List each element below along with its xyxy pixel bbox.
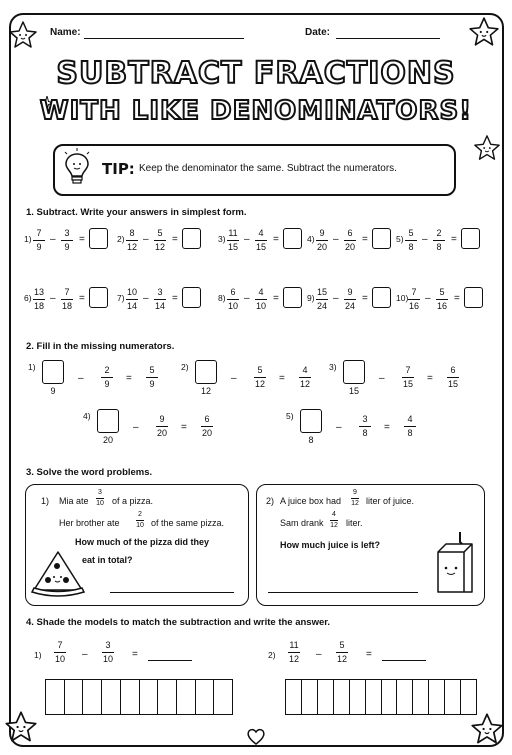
s1-problem-7-fraction-b-denominator: 14 <box>154 301 165 311</box>
s1-problem-3-fraction-b-bar <box>255 240 267 241</box>
s4-m1-fraction-a-numerator: 7 <box>57 640 63 650</box>
s1-problem-9-label: 9) <box>307 293 315 303</box>
s1-problem-1-fraction-b-denominator: 9 <box>64 242 70 252</box>
pizza-icon <box>30 548 86 600</box>
wp2-answer-line[interactable] <box>268 592 418 593</box>
model-part[interactable] <box>445 680 461 714</box>
model-part[interactable] <box>397 680 413 714</box>
s1-problem-5-fraction-a-denominator: 8 <box>408 242 414 252</box>
s1-problem-7-fraction-a-denominator: 14 <box>126 301 137 311</box>
wp1-question-2: eat in total? <box>82 555 133 565</box>
s1-problem-8-fraction-b-numerator: 4 <box>258 287 264 297</box>
s2-problem-4-fraction-r <box>201 414 213 439</box>
s1-problem-1-equals: = <box>79 234 85 245</box>
s4-m2-fraction-b <box>336 640 348 665</box>
title-line-2: WITH LIKE DENOMINATORS! <box>39 96 473 126</box>
s1-problem-2-equals: = <box>172 234 178 245</box>
s2-problem-4-equals: = <box>181 422 187 433</box>
wp2-text-3: Sam drank <box>280 518 324 528</box>
s1-problem-8-equals: = <box>273 293 279 304</box>
s1-problem-10-fraction-a-numerator: 7 <box>411 287 417 297</box>
s4-m1-fraction-model[interactable] <box>45 679 233 715</box>
model-part[interactable] <box>102 680 121 714</box>
s1-problem-2-fraction-a-bar <box>126 240 138 241</box>
wp1-text-2: of a pizza. <box>112 496 154 506</box>
s1-problem-7-fraction-a-bar <box>126 299 138 300</box>
model-part[interactable] <box>46 680 65 714</box>
s1-problem-2-answer-box[interactable] <box>182 228 201 249</box>
s4-m2-fraction-a-numerator: 11 <box>289 640 299 650</box>
name-label: Name: <box>50 27 81 38</box>
s2-problem-4-numerator-box[interactable] <box>97 409 119 433</box>
date-field[interactable] <box>336 38 440 39</box>
s2-problem-1-r-num: 5 <box>149 365 155 375</box>
s1-problem-9-fraction-a <box>316 287 328 312</box>
s1-problem-7-fraction-b-numerator: 3 <box>157 287 163 297</box>
s1-problem-7-fraction-a-numerator: 10 <box>126 287 137 297</box>
wp1-text-1: Mia ate <box>59 496 89 506</box>
model-part[interactable] <box>334 680 350 714</box>
s4-m1-fraction-b-numerator: 3 <box>105 640 111 650</box>
s2-problem-1-label: 1) <box>28 362 36 372</box>
star-icon <box>470 712 504 746</box>
s2-problem-2-r-bar <box>299 377 311 378</box>
s1-problem-4-label: 4) <box>307 234 315 244</box>
s2-problem-2-minus: – <box>231 373 237 384</box>
s2-problem-2-denominator: 12 <box>200 386 211 396</box>
wp1-text-4: of the same pizza. <box>151 518 225 528</box>
s1-problem-10-label: 10) <box>396 293 409 303</box>
s1-problem-9-fraction-b-denominator: 24 <box>344 301 355 311</box>
wp1-question-1: How much of the pizza did they <box>75 537 210 547</box>
s1-problem-10-fraction-b-denominator: 16 <box>436 301 447 311</box>
s1-problem-4-fraction-a-bar <box>316 240 328 241</box>
s2-problem-5-equals: = <box>384 422 390 433</box>
s1-problem-8-fraction-b <box>255 287 267 312</box>
s1-problem-5-fraction-b-bar <box>433 240 445 241</box>
s1-problem-1-fraction-a-numerator: 7 <box>36 228 42 238</box>
s2-problem-1-r-bar <box>146 377 158 378</box>
s1-problem-1-fraction-b <box>61 228 73 253</box>
s1-problem-5-fraction-b-numerator: 2 <box>436 228 442 238</box>
s2-problem-3-b-den: 15 <box>402 379 413 389</box>
s1-problem-8-answer-box[interactable] <box>283 287 302 308</box>
s2-problem-2-equals: = <box>279 373 285 384</box>
s2-problem-1-b-num: 2 <box>104 365 110 375</box>
s1-problem-10-fraction-a-denominator: 16 <box>408 301 419 311</box>
model-part[interactable] <box>65 680 84 714</box>
s1-problem-4-fraction-a <box>316 228 328 253</box>
s2-problem-5-r-bar <box>404 426 416 427</box>
s1-problem-9-fraction-a-bar <box>316 299 328 300</box>
s1-problem-4-fraction-a-denominator: 20 <box>316 242 327 252</box>
s2-problem-3-equals: = <box>427 373 433 384</box>
s4-m1-fraction-a <box>54 640 66 665</box>
name-field[interactable] <box>84 38 244 39</box>
s1-problem-10-fraction-a <box>408 287 420 312</box>
s1-problem-6-fraction-a <box>33 287 45 312</box>
s1-problem-6-fraction-b <box>61 287 73 312</box>
s1-problem-8-fraction-b-bar <box>255 299 267 300</box>
model-part[interactable] <box>429 680 445 714</box>
lightbulb-icon <box>62 148 92 188</box>
date-label: Date: <box>305 27 331 38</box>
s4-m2-minus: – <box>316 649 322 660</box>
s1-problem-7-minus: – <box>143 293 149 304</box>
s2-problem-4-b-bar <box>156 426 168 427</box>
s2-problem-3-numerator-box[interactable] <box>343 360 365 384</box>
s1-problem-8-fraction-a-bar <box>227 299 239 300</box>
s2-problem-5-denominator: 8 <box>308 435 314 445</box>
s1-problem-3-answer-box[interactable] <box>283 228 302 249</box>
s1-problem-7-label: 7) <box>117 293 125 303</box>
s1-problem-6-label: 6) <box>24 293 32 303</box>
wp1-fraction-1: 3 10 <box>96 489 104 507</box>
s1-problem-3-fraction-b <box>255 228 267 253</box>
s1-problem-4-fraction-b-numerator: 6 <box>347 228 353 238</box>
wp1-text-3: Her brother ate <box>59 518 120 528</box>
s1-problem-1-fraction-b-bar <box>61 240 73 241</box>
s2-problem-2-b-bar <box>254 377 266 378</box>
s4-m1-fraction-a-denominator: 10 <box>54 654 65 664</box>
s2-problem-1-denominator: 9 <box>50 386 56 396</box>
s2-problem-3-r-bar <box>447 377 459 378</box>
s1-problem-9-fraction-a-denominator: 24 <box>316 301 327 311</box>
s2-problem-1-numerator-box[interactable] <box>42 360 64 384</box>
s1-problem-5-answer-box[interactable] <box>461 228 480 249</box>
s1-problem-6-fraction-b-bar <box>61 299 73 300</box>
wp2-text-2: liter of juice. <box>366 496 415 506</box>
s1-problem-5-fraction-a <box>405 228 417 253</box>
s2-problem-2-label: 2) <box>181 362 189 372</box>
s1-problem-5-fraction-a-numerator: 5 <box>408 228 414 238</box>
s1-problem-5-fraction-a-bar <box>405 240 417 241</box>
s2-problem-1-r-den: 9 <box>149 379 155 389</box>
tip-label: TIP: <box>102 160 135 178</box>
s2-problem-4-b-den: 20 <box>156 428 167 438</box>
s2-problem-5-r-num: 4 <box>407 414 413 424</box>
s1-problem-4-minus: – <box>333 234 339 245</box>
s2-problem-4-minus: – <box>133 422 139 433</box>
s1-problem-2-fraction-b-denominator: 12 <box>154 242 165 252</box>
s1-problem-1-minus: – <box>50 234 56 245</box>
s2-problem-2-r-den: 12 <box>299 379 310 389</box>
s2-problem-5-minus: – <box>336 422 342 433</box>
section-4-heading: 4. Shade the models to match the subtraction and write the answer. <box>26 617 331 628</box>
s1-problem-6-equals: = <box>79 293 85 304</box>
s1-problem-5-fraction-b <box>433 228 445 253</box>
s1-problem-9-minus: – <box>333 293 339 304</box>
model-part[interactable] <box>461 680 476 714</box>
s1-problem-6-fraction-a-numerator: 13 <box>33 287 44 297</box>
s2-problem-1-b-bar <box>101 377 113 378</box>
s2-problem-5-numerator-box[interactable] <box>300 409 322 433</box>
s1-problem-8-fraction-a-numerator: 6 <box>230 287 236 297</box>
s2-problem-4-r-den: 20 <box>201 428 212 438</box>
s1-problem-8-fraction-b-denominator: 10 <box>255 301 266 311</box>
s1-problem-4-answer-box[interactable] <box>372 228 391 249</box>
s2-problem-2-fraction-r <box>299 365 311 390</box>
s4-m1-answer-line[interactable] <box>148 660 192 661</box>
s4-m2-fraction-a <box>288 640 300 665</box>
s1-problem-9-fraction-a-numerator: 15 <box>316 287 327 297</box>
s4-m1-fraction-a-bar <box>54 652 66 653</box>
star-icon <box>468 16 500 48</box>
s1-problem-5-equals: = <box>451 234 457 245</box>
s4-m1-minus: – <box>82 649 88 660</box>
model-part[interactable] <box>318 680 334 714</box>
s1-problem-9-fraction-b-numerator: 9 <box>347 287 353 297</box>
s1-problem-3-fraction-a-denominator: 15 <box>227 242 238 252</box>
s2-problem-4-r-bar <box>201 426 213 427</box>
s2-problem-2-r-num: 4 <box>302 365 308 375</box>
s1-problem-6-minus: – <box>50 293 56 304</box>
s4-m2-fraction-b-bar <box>336 652 348 653</box>
s4-m1-label: 1) <box>34 650 42 660</box>
s2-problem-5-b-bar <box>359 426 371 427</box>
s1-problem-2-fraction-a <box>126 228 138 253</box>
s4-m1-equals: = <box>132 649 138 660</box>
s2-problem-4-r-num: 6 <box>204 414 210 424</box>
s1-problem-7-answer-box[interactable] <box>182 287 201 308</box>
s1-problem-8-label: 8) <box>218 293 226 303</box>
s1-problem-3-label: 3) <box>218 234 226 244</box>
section-3-heading: 3. Solve the word problems. <box>26 467 153 478</box>
s1-problem-4-fraction-b-bar <box>344 240 356 241</box>
s1-problem-1-fraction-a-bar <box>33 240 45 241</box>
star-icon <box>4 710 38 744</box>
wp2-question: How much juice is left? <box>280 540 381 550</box>
s1-problem-3-minus: – <box>244 234 250 245</box>
heart-icon <box>246 728 266 746</box>
s1-problem-7-equals: = <box>172 293 178 304</box>
s1-problem-1-label: 1) <box>24 234 32 244</box>
wp2-text-4: liter. <box>346 518 363 528</box>
tip-text: Keep the denominator the same. Subtract the numerators. <box>139 163 397 174</box>
model-part[interactable] <box>382 680 398 714</box>
s2-problem-4-label: 4) <box>83 411 91 421</box>
wp2-text-1: A juice box had <box>280 496 342 506</box>
s1-problem-1-fraction-a <box>33 228 45 253</box>
s1-problem-8-fraction-a-denominator: 10 <box>227 301 238 311</box>
s4-m2-fraction-b-numerator: 5 <box>339 640 345 650</box>
s1-problem-2-fraction-a-numerator: 8 <box>129 228 135 238</box>
s2-problem-4-denominator: 20 <box>102 435 113 445</box>
s1-problem-3-fraction-b-numerator: 4 <box>258 228 264 238</box>
s2-problem-2-fraction-b <box>254 365 266 390</box>
wp2-fraction-1: 9 12 <box>351 489 359 507</box>
s1-problem-3-fraction-a-numerator: 11 <box>228 228 238 238</box>
s2-problem-5-r-den: 8 <box>407 428 413 438</box>
s1-problem-10-fraction-b <box>436 287 448 312</box>
s2-problem-5-b-den: 8 <box>362 428 368 438</box>
s4-m1-fraction-b-bar <box>102 652 114 653</box>
s1-problem-4-fraction-b <box>344 228 356 253</box>
s4-m1-fraction-b-denominator: 10 <box>102 654 113 664</box>
s2-problem-3-b-bar <box>402 377 414 378</box>
s1-problem-2-label: 2) <box>117 234 125 244</box>
s2-problem-4-fraction-b <box>156 414 168 439</box>
s2-problem-1-equals: = <box>126 373 132 384</box>
s4-m2-fraction-a-denominator: 12 <box>288 654 299 664</box>
s1-problem-6-answer-box[interactable] <box>89 287 108 308</box>
s2-problem-3-r-den: 15 <box>447 379 458 389</box>
s4-m1-fraction-b <box>102 640 114 665</box>
s1-problem-5-label: 5) <box>396 234 404 244</box>
juice-box-icon <box>432 530 476 596</box>
s2-problem-1-b-den: 9 <box>104 379 110 389</box>
model-part[interactable] <box>366 680 382 714</box>
s2-problem-2-b-den: 12 <box>254 379 265 389</box>
s1-problem-2-fraction-b-bar <box>154 240 166 241</box>
s1-problem-2-minus: – <box>143 234 149 245</box>
s4-m2-fraction-model[interactable] <box>285 679 477 715</box>
s1-problem-2-fraction-b <box>154 228 166 253</box>
s2-problem-5-fraction-r <box>404 414 416 439</box>
model-part[interactable] <box>302 680 318 714</box>
s2-problem-2-b-num: 5 <box>257 365 263 375</box>
s1-problem-7-fraction-b-bar <box>154 299 166 300</box>
s1-problem-4-fraction-a-numerator: 9 <box>319 228 325 238</box>
wp1-fraction-2: 2 10 <box>136 511 144 529</box>
s2-problem-3-b-num: 7 <box>405 365 411 375</box>
model-part[interactable] <box>286 680 302 714</box>
s1-problem-9-equals: = <box>362 293 368 304</box>
s1-problem-2-fraction-a-denominator: 12 <box>126 242 137 252</box>
wp1-number: 1) <box>41 496 50 506</box>
s1-problem-10-fraction-b-numerator: 5 <box>439 287 445 297</box>
wp2-fraction-2: 4 12 <box>330 511 338 529</box>
s1-problem-1-fraction-b-numerator: 3 <box>64 228 70 238</box>
s1-problem-8-fraction-a <box>227 287 239 312</box>
s1-problem-9-fraction-b-bar <box>344 299 356 300</box>
s1-problem-4-fraction-b-denominator: 20 <box>344 242 355 252</box>
s1-problem-1-answer-box[interactable] <box>89 228 108 249</box>
s2-problem-5-label: 5) <box>286 411 294 421</box>
s4-m2-fraction-a-bar <box>288 652 300 653</box>
s4-m2-answer-line[interactable] <box>382 660 426 661</box>
s1-problem-6-fraction-a-denominator: 18 <box>33 301 44 311</box>
s1-problem-10-fraction-b-bar <box>436 299 448 300</box>
model-part[interactable] <box>350 680 366 714</box>
s1-problem-7-fraction-a <box>126 287 138 312</box>
s1-problem-5-minus: – <box>422 234 428 245</box>
s1-problem-3-equals: = <box>273 234 279 245</box>
model-part[interactable] <box>177 680 196 714</box>
s2-problem-3-denominator: 15 <box>348 386 359 396</box>
s1-problem-3-fraction-a-bar <box>227 240 239 241</box>
model-part[interactable] <box>140 680 159 714</box>
s1-problem-7-fraction-b <box>154 287 166 312</box>
model-part[interactable] <box>158 680 177 714</box>
s2-problem-3-label: 3) <box>329 362 337 372</box>
s1-problem-1-fraction-a-denominator: 9 <box>36 242 42 252</box>
s1-problem-5-fraction-b-denominator: 8 <box>436 242 442 252</box>
s2-problem-3-fraction-r <box>447 365 459 390</box>
s2-problem-1-minus: – <box>78 373 84 384</box>
s2-problem-1-fraction-b <box>101 365 113 390</box>
s1-problem-10-answer-box[interactable] <box>464 287 483 308</box>
s1-problem-9-answer-box[interactable] <box>372 287 391 308</box>
model-part[interactable] <box>413 680 429 714</box>
section-2-heading: 2. Fill in the missing numerators. <box>26 341 175 352</box>
wp2-number: 2) <box>266 496 275 506</box>
s1-problem-9-fraction-b <box>344 287 356 312</box>
s4-m2-label: 2) <box>268 650 276 660</box>
s2-problem-5-b-num: 3 <box>362 414 368 424</box>
wp1-answer-line[interactable] <box>110 592 234 593</box>
star-icon <box>473 134 501 162</box>
s1-problem-4-equals: = <box>362 234 368 245</box>
s1-problem-2-fraction-b-numerator: 5 <box>157 228 163 238</box>
s2-problem-5-fraction-b <box>359 414 371 439</box>
title-line-1: SUBTRACT FRACTIONS <box>56 56 456 91</box>
model-part[interactable] <box>83 680 102 714</box>
s2-problem-3-r-num: 6 <box>450 365 456 375</box>
s1-problem-6-fraction-a-bar <box>33 299 45 300</box>
s1-problem-8-minus: – <box>244 293 250 304</box>
s4-m2-equals: = <box>366 649 372 660</box>
model-part[interactable] <box>196 680 215 714</box>
s1-problem-6-fraction-b-numerator: 7 <box>64 287 70 297</box>
s1-problem-3-fraction-a <box>227 228 239 253</box>
s2-problem-2-numerator-box[interactable] <box>195 360 217 384</box>
s1-problem-6-fraction-b-denominator: 18 <box>61 301 72 311</box>
s2-problem-4-b-num: 9 <box>159 414 165 424</box>
s1-problem-10-minus: – <box>425 293 431 304</box>
s2-problem-3-minus: – <box>379 373 385 384</box>
s4-m2-fraction-b-denominator: 12 <box>336 654 347 664</box>
model-part[interactable] <box>121 680 140 714</box>
s2-problem-3-fraction-b <box>402 365 414 390</box>
star-icon <box>8 20 38 50</box>
s1-problem-10-equals: = <box>454 293 460 304</box>
model-part[interactable] <box>214 680 232 714</box>
s1-problem-3-fraction-b-denominator: 15 <box>255 242 266 252</box>
s1-problem-10-fraction-a-bar <box>408 299 420 300</box>
s2-problem-1-fraction-r <box>146 365 158 390</box>
section-1-heading: 1. Subtract. Write your answers in simplest form. <box>26 207 247 218</box>
